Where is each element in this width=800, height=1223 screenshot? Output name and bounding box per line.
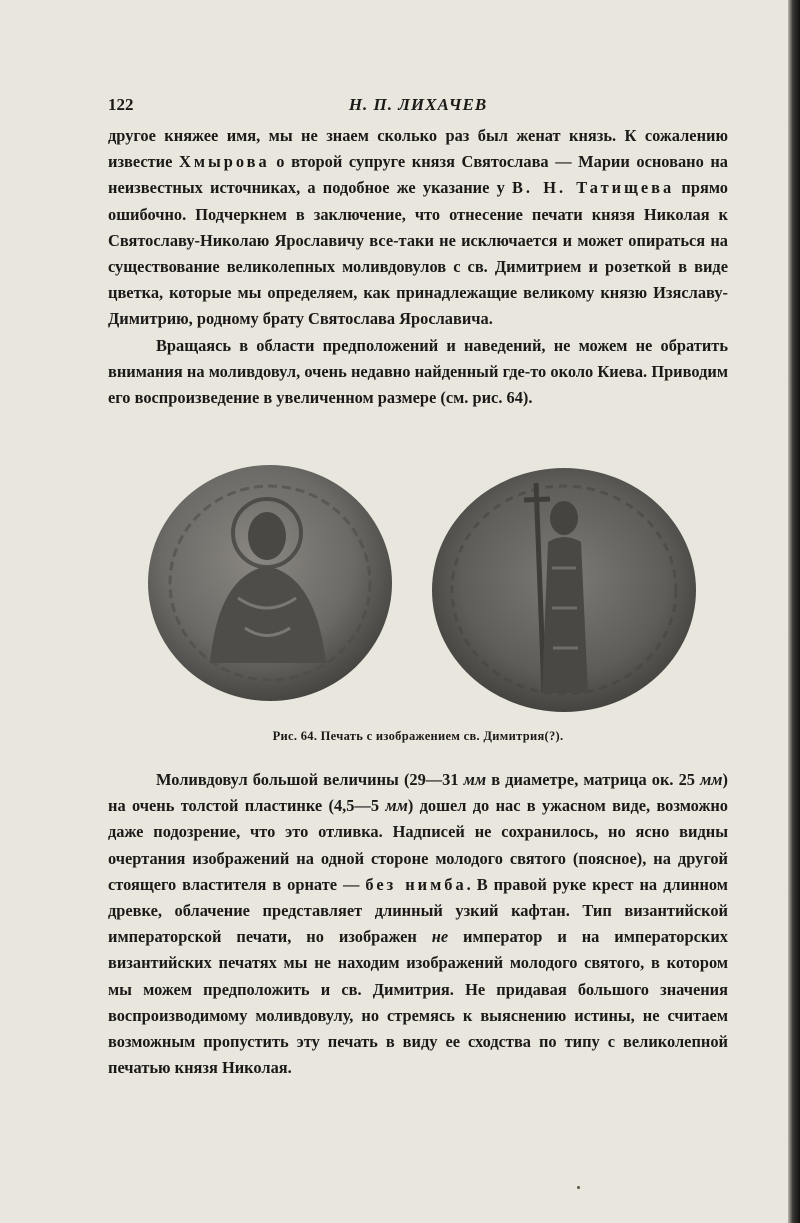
text-block-upper: [108, 123, 728, 411]
paper-speck: [577, 1186, 580, 1189]
page-header: [108, 95, 728, 119]
unit-mm: мм: [463, 770, 487, 789]
spaced-without-nimbus: без нимба: [365, 874, 467, 894]
seal-images: [140, 458, 700, 720]
page-edge-shadow: [788, 0, 800, 1223]
text-block-lower: [108, 767, 728, 1081]
seal-obverse: [148, 465, 392, 701]
paragraph-3: Моливдовул большой величины (29—31 мм в диаметре, матрица ок. 25 мм) на очень толстой пластинке (4,5—5 мм) дошел до нас в ужасном виде, возможно даже подозрение, что это отливка. Надписей не сохранилось, но ясно видны очертания изображений на одной стороне молодого святого (поясное), на другой стоящего властителя в орнате — без нимба. В правой руке крест на длинном древке, облачение представляет длинный узкий кафтан. Тип византийской императорской печати, но изображен не император и на императорских византийских печатях мы не находим изображений молодого святого, в котором мы можем предположить и св. Димитрия. Не придавая большого значения воспроизводимому моливдовулу, но стремясь к выяснению истины, не считаем возможным пропустить эту печать в виду ее сходства по типу с великолепной печатью князя Николая.: [108, 770, 728, 1078]
spaced-name-tatishchev: В. Н. Татищева: [512, 178, 675, 198]
seal-reverse: [432, 468, 696, 712]
saint-head: [248, 512, 286, 560]
page-number: 122: [108, 95, 134, 114]
unit-mm: мм: [385, 796, 408, 816]
paragraph-2: Вращаясь в области предположений и наведений, не можем не обратить внимания на моливдовул, очень недавно найденный где-то около Киева. Приводим его воспроизведение в увеличенном размере (см. рис. 64).: [108, 335, 728, 408]
figure-64: [140, 458, 700, 720]
paragraph-1: другое княжее имя, мы не знаем сколько раз был женат князь. К сожалению известие Хмырова о второй супруге князя Святослава — Марии основано на неизвестных источниках, а подобное же указание у В. Н. Татищева прямо ошибочно. Подчеркнем в заключение, что отнесение печати князя Николая к Святославу-Николаю Ярославичу все-таки не исключается и может опираться на существование великолепных моливдовулов с св. Димитрием и розеткой в виде цветка, которые мы определяем, как принадлежащие великому князю Изяславу-Димитрию, родному брату Святослава Ярославича.: [108, 126, 729, 329]
unit-mm: мм: [700, 770, 723, 789]
figure-caption: Рис. 64. Печать с изображением св. Димитрия(?).: [272, 729, 564, 743]
spaced-name-khmyrov: Хмырова: [178, 152, 270, 172]
ruler-figure: [542, 537, 588, 693]
italic-not: не: [431, 927, 449, 947]
ruler-head: [550, 501, 578, 535]
running-head: Н. П. ЛИХАЧЕВ: [348, 95, 488, 114]
